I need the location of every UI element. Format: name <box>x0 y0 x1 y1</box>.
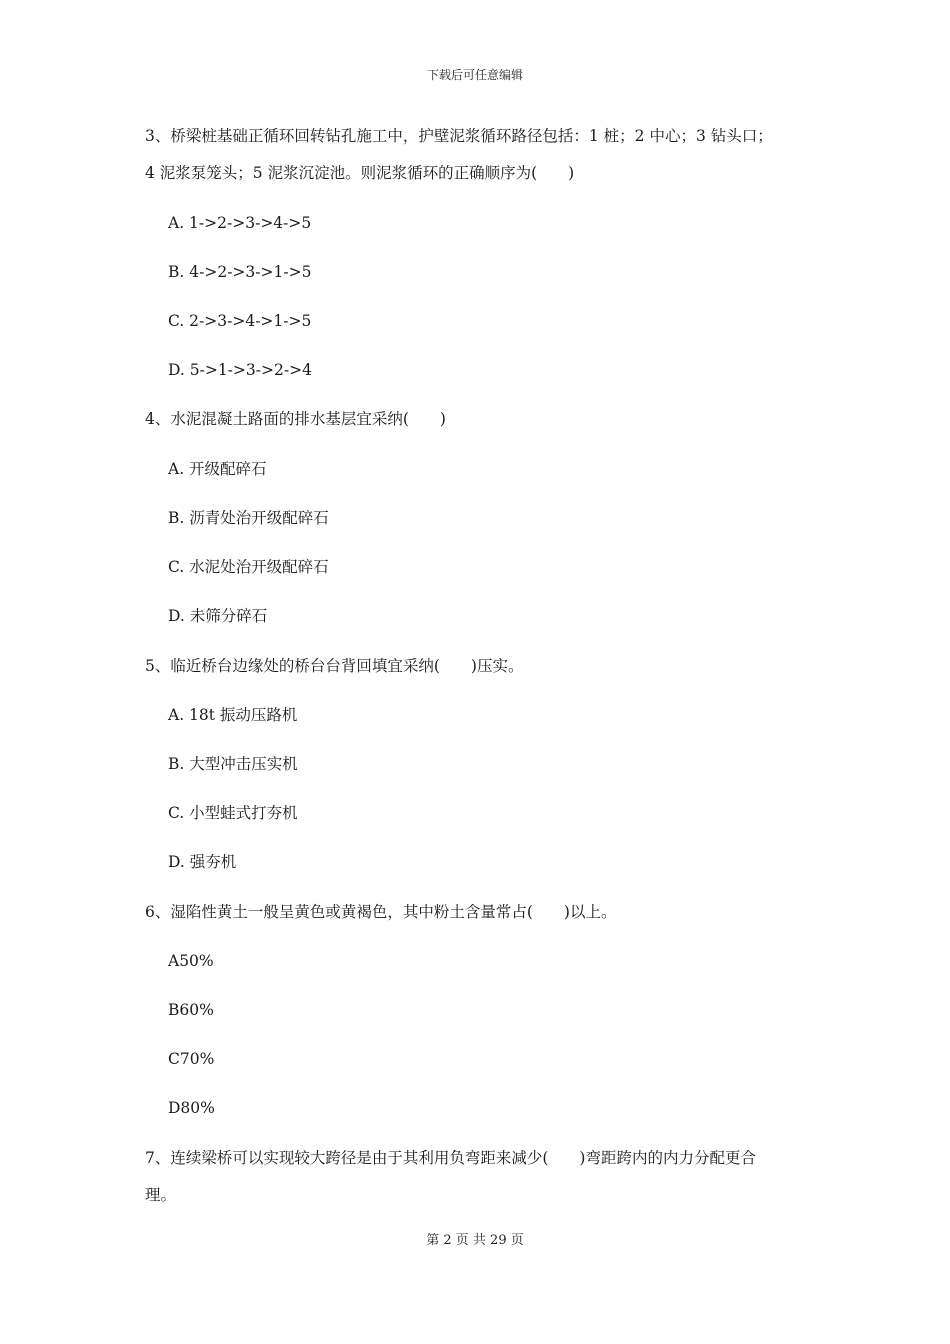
question-5-line-1: 5、临近桥台边缘处的桥台台背回填宜采纳( )压实。 <box>145 657 524 675</box>
question-5-option-b: B. 大型冲击压实机 <box>168 755 298 773</box>
question-3-line-1: 3、桥梁桩基础正循环回转钻孔施工中，护壁泥浆循环路径包括：1 桩；2 中心；3 钻头口； <box>145 127 773 145</box>
question-4-option-d: D. 未筛分碎石 <box>168 607 268 625</box>
question-3-option-c: C. 2->3->4->1->5 <box>168 312 312 330</box>
question-3-option-b: B. 4->2->3->1->5 <box>168 263 312 281</box>
page-number-footer: 第 2 页 共 29 页 <box>426 1233 524 1248</box>
question-6-option-d: D80% <box>168 1099 215 1117</box>
question-4-line-1: 4、水泥混凝土路面的排水基层宜采纳( ) <box>145 410 446 428</box>
question-4-option-a: A. 开级配碎石 <box>168 460 267 478</box>
question-5-option-d: D. 强夯机 <box>168 853 237 871</box>
question-7-line-1: 7、连续梁桥可以实现较大跨径是由于其利用负弯距来减少( )弯距跨内的内力分配更合 <box>145 1149 756 1167</box>
question-6-option-c: C70% <box>168 1050 215 1068</box>
question-6-option-b: B60% <box>168 1001 214 1019</box>
question-7-line-2: 理。 <box>145 1186 177 1204</box>
question-3-line-2: 4 泥浆泵笼头；5 泥浆沉淀池。则泥浆循环的正确顺序为( ) <box>145 164 575 182</box>
question-3-option-a: A. 1->2->3->4->5 <box>168 214 312 232</box>
question-4-option-b: B. 沥青处治开级配碎石 <box>168 509 329 527</box>
page-header: 下载后可任意编辑 <box>426 68 523 82</box>
question-5-option-c: C. 小型蛙式打夯机 <box>168 804 298 822</box>
question-4-option-c: C. 水泥处治开级配碎石 <box>168 558 329 576</box>
question-5-option-a: A. 18t 振动压路机 <box>168 706 298 724</box>
question-6-option-a: A50% <box>168 952 214 970</box>
question-6-line-1: 6、湿陷性黄土一般呈黄色或黄褐色，其中粉土含量常占( )以上。 <box>145 903 617 921</box>
question-3-option-d: D. 5->1->3->2->4 <box>168 361 312 379</box>
